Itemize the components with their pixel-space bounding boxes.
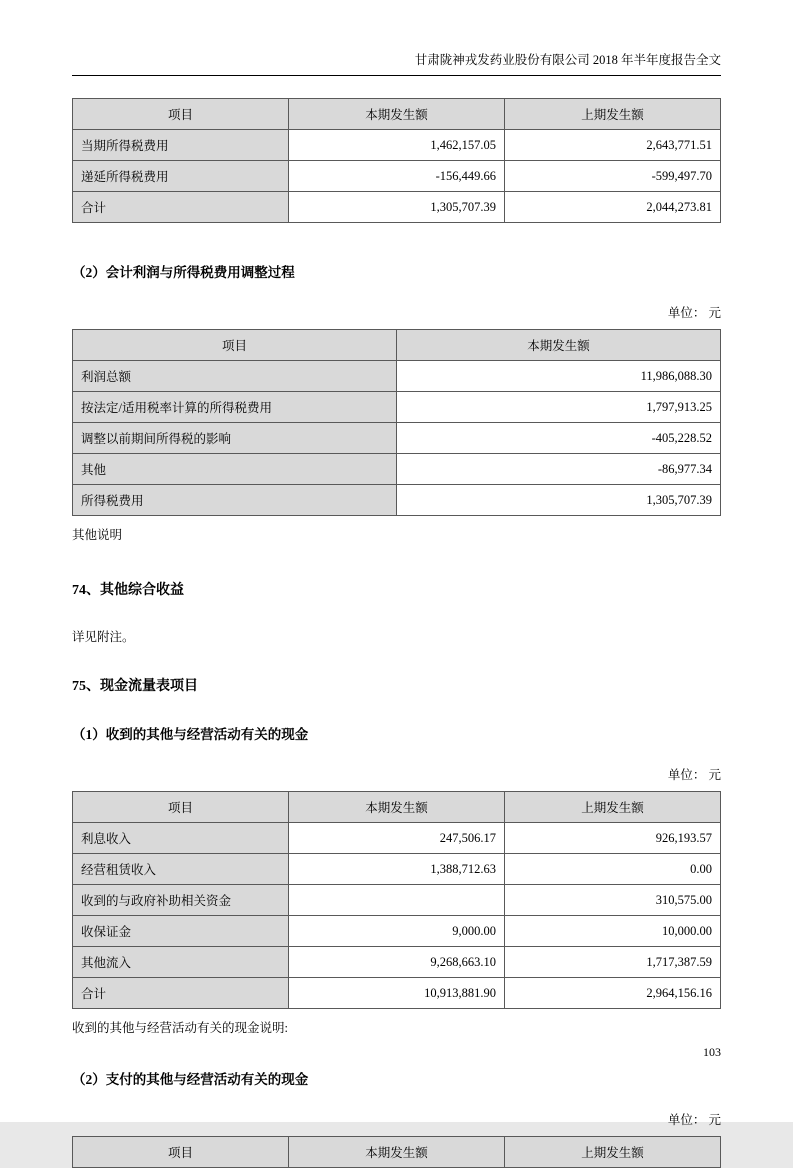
table-row <box>73 885 721 916</box>
column-header: 本期发生额 <box>289 1137 505 1168</box>
row-value: 926,193.57 <box>505 823 721 854</box>
row-value: -86,977.34 <box>397 454 721 485</box>
row-value: 0.00 <box>505 854 721 885</box>
row-label: 按法定/适用税率计算的所得税费用 <box>73 392 397 423</box>
table-row <box>73 854 721 885</box>
table-header-row <box>73 99 721 130</box>
cash-received-note: 收到的其他与经营活动有关的现金说明: <box>72 1021 288 1035</box>
profit-tax-adjustment-table <box>72 329 721 516</box>
table-header-row <box>73 330 721 361</box>
page-number: 103 <box>703 1045 721 1059</box>
table-row <box>73 916 721 947</box>
row-label: 调整以前期间所得税的影响 <box>73 423 397 454</box>
row-value: 2,964,156.16 <box>505 978 721 1009</box>
cash-paid-heading: （2）支付的其他与经营活动有关的现金 <box>72 1072 309 1087</box>
row-value: 310,575.00 <box>505 885 721 916</box>
document-header: 甘肃陇神戎发药业股份有限公司 2018 年半年度报告全文 <box>72 50 721 76</box>
row-value: 1,717,387.59 <box>505 947 721 978</box>
table-row <box>73 485 721 516</box>
row-value <box>289 885 505 916</box>
unit-label: 单位： 元 <box>667 768 721 782</box>
adjustment-heading: （2）会计利润与所得税费用调整过程 <box>72 265 295 280</box>
table-row <box>73 423 721 454</box>
table-header-row <box>73 1137 721 1168</box>
income-tax-expense-table <box>72 98 721 223</box>
row-label: 其他 <box>73 454 397 485</box>
column-header: 项目 <box>73 792 289 823</box>
see-notes-text: 详见附注。 <box>72 630 135 644</box>
row-value: 10,913,881.90 <box>289 978 505 1009</box>
table-row <box>73 130 721 161</box>
row-value: 10,000.00 <box>505 916 721 947</box>
table-row <box>73 978 721 1009</box>
row-label: 收到的与政府补助相关资金 <box>73 885 289 916</box>
row-value: 1,305,707.39 <box>397 485 721 516</box>
other-note-label: 其他说明 <box>72 528 123 542</box>
table-row <box>73 192 721 223</box>
cash-received-table <box>72 791 721 1009</box>
row-value: 2,044,273.81 <box>505 192 721 223</box>
column-header: 本期发生额 <box>289 99 505 130</box>
cash-paid-table <box>72 1136 721 1168</box>
table-row <box>73 947 721 978</box>
row-value: 1,797,913.25 <box>397 392 721 423</box>
column-header: 本期发生额 <box>289 792 505 823</box>
row-value: 1,388,712.63 <box>289 854 505 885</box>
row-value: -156,449.66 <box>289 161 505 192</box>
table-header-row <box>73 792 721 823</box>
row-label: 合计 <box>73 192 289 223</box>
row-value: 1,305,707.39 <box>289 192 505 223</box>
column-header: 本期发生额 <box>397 330 721 361</box>
column-header: 上期发生额 <box>505 792 721 823</box>
row-label: 递延所得税费用 <box>73 161 289 192</box>
unit-label: 单位： 元 <box>667 306 721 320</box>
table-row <box>73 361 721 392</box>
row-label: 当期所得税费用 <box>73 130 289 161</box>
column-header: 上期发生额 <box>505 99 721 130</box>
row-label: 合计 <box>73 978 289 1009</box>
column-header: 项目 <box>73 330 397 361</box>
row-label: 所得税费用 <box>73 485 397 516</box>
row-label: 收保证金 <box>73 916 289 947</box>
row-value: 1,462,157.05 <box>289 130 505 161</box>
row-label: 利润总额 <box>73 361 397 392</box>
column-header: 项目 <box>73 1137 289 1168</box>
table-row <box>73 823 721 854</box>
column-header: 项目 <box>73 99 289 130</box>
row-value: 2,643,771.51 <box>505 130 721 161</box>
row-label: 经营租赁收入 <box>73 854 289 885</box>
row-label: 其他流入 <box>73 947 289 978</box>
table-row <box>73 161 721 192</box>
row-value: -599,497.70 <box>505 161 721 192</box>
row-value: -405,228.52 <box>397 423 721 454</box>
table-row <box>73 392 721 423</box>
section-74-heading: 74、其他综合收益 <box>72 583 184 598</box>
unit-label: 单位： 元 <box>667 1113 721 1127</box>
row-value: 9,268,663.10 <box>289 947 505 978</box>
column-header: 上期发生额 <box>505 1137 721 1168</box>
table-row <box>73 454 721 485</box>
row-value: 11,986,088.30 <box>397 361 721 392</box>
row-value: 9,000.00 <box>289 916 505 947</box>
row-label: 利息收入 <box>73 823 289 854</box>
cash-received-heading: （1）收到的其他与经营活动有关的现金 <box>72 727 309 742</box>
section-75-heading: 75、现金流量表项目 <box>72 679 198 694</box>
row-value: 247,506.17 <box>289 823 505 854</box>
